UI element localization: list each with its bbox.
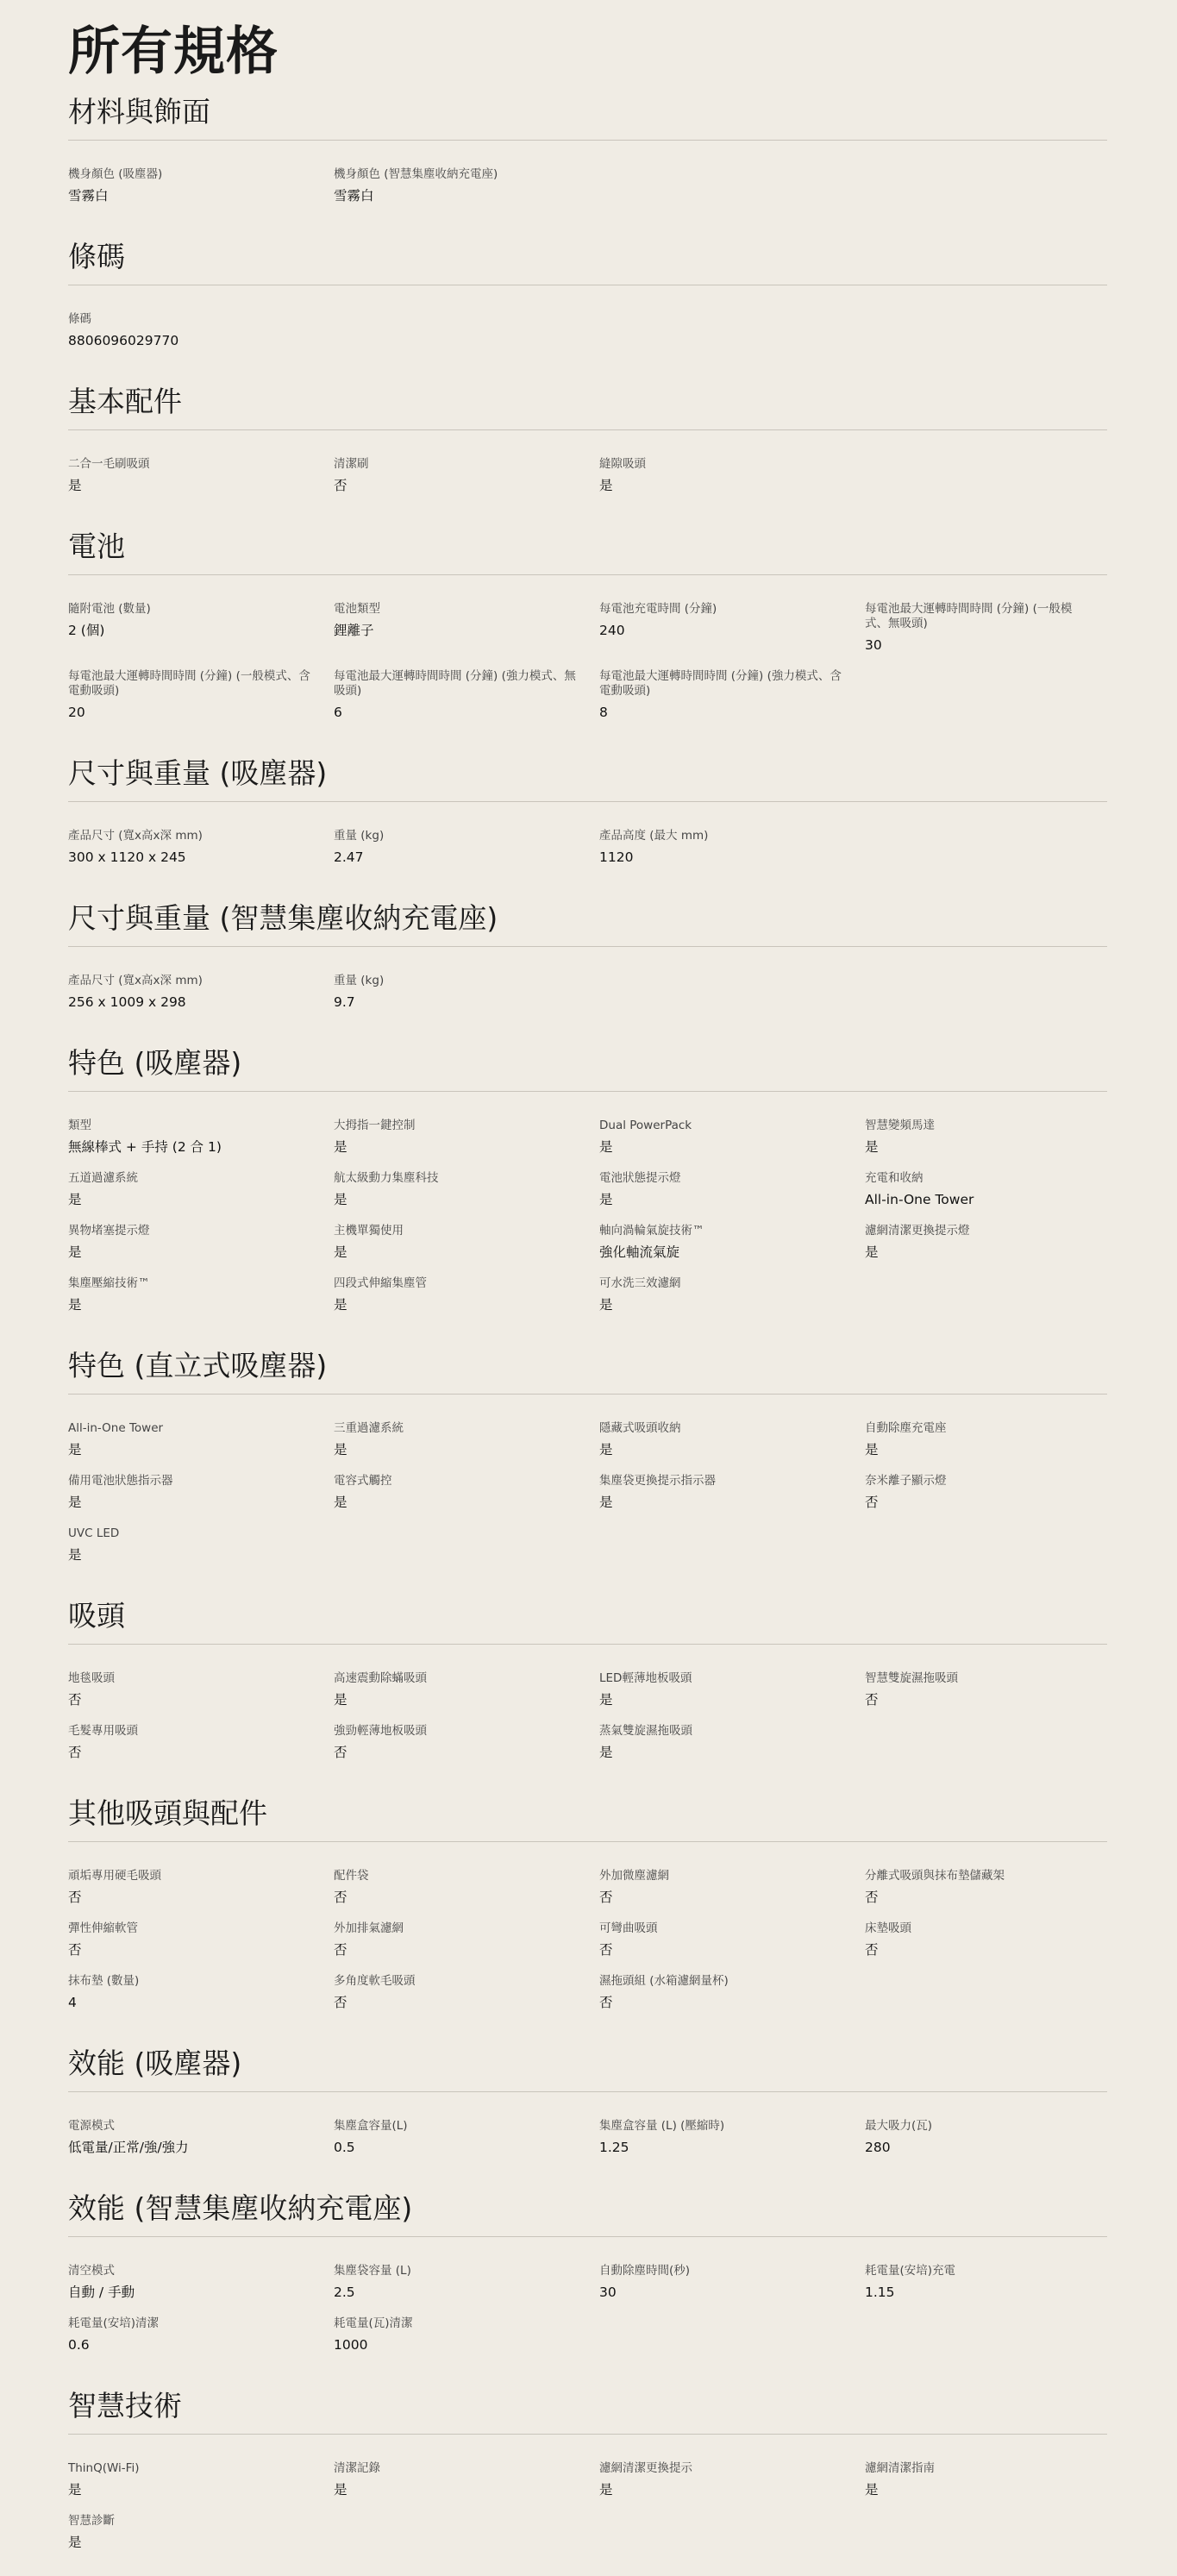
spec-label: 每電池充電時間 (分鐘): [599, 602, 717, 616]
spec-value: 是: [334, 1244, 347, 1260]
spec-item: [865, 1474, 1107, 1512]
spec-value: 是: [865, 1139, 879, 1155]
spec-grid: [68, 1842, 1107, 2036]
spec-label: 濾網清潔更換提示: [599, 2461, 692, 2475]
spec-value: 1.25: [599, 2140, 629, 2155]
spec-item: [599, 602, 865, 655]
spec-item: [865, 1171, 1107, 1209]
spec-label: 主機單獨使用: [334, 1224, 404, 1238]
spec-item: [68, 1921, 334, 1959]
spec-section: [68, 93, 1107, 229]
spec-label: 地毯吸頭: [68, 1671, 115, 1685]
spec-item: [334, 1276, 599, 1314]
spec-grid: [68, 947, 1107, 1036]
spec-item: [68, 1671, 334, 1709]
spec-value: 256 x 1009 x 298: [68, 994, 186, 1010]
spec-page: [68, 0, 1107, 2576]
spec-value: 是: [599, 1495, 613, 1510]
spec-value: 否: [865, 1942, 879, 1958]
spec-item: [599, 457, 865, 495]
spec-value: 否: [68, 1745, 82, 1760]
spec-item: [68, 602, 334, 655]
section-title: 電池: [68, 528, 1107, 575]
spec-value: 否: [334, 1942, 347, 1958]
spec-value: 是: [334, 2482, 347, 2498]
spec-item: [68, 974, 334, 1012]
spec-value: 9.7: [334, 994, 355, 1010]
spec-label: 每電池最大運轉時間時間 (分鐘) (一般模式、無吸頭): [865, 602, 1073, 630]
spec-item: [334, 1724, 599, 1762]
spec-item: [599, 1724, 865, 1762]
spec-label: All-in-One Tower: [68, 1421, 164, 1435]
spec-item: [68, 1474, 334, 1512]
spec-item: [68, 829, 334, 867]
spec-value: 8: [599, 705, 608, 720]
spec-label: 智慧變頻馬達: [865, 1119, 935, 1132]
spec-label: 集塵盒容量(L): [334, 2119, 408, 2133]
spec-label: 多角度軟毛吸頭: [334, 1974, 416, 1988]
section-title: 條碼: [68, 238, 1107, 285]
spec-section: [68, 1347, 1107, 1589]
spec-grid: [68, 575, 1107, 746]
spec-label: 產品尺寸 (寬x高x深 mm): [68, 829, 203, 843]
spec-item: [334, 2316, 599, 2354]
spec-value: 否: [68, 1942, 82, 1958]
spec-label: 機身顏色 (智慧集塵收納充電座): [334, 167, 498, 181]
spec-item: [334, 829, 599, 867]
section-title: 尺寸與重量 (智慧集塵收納充電座): [68, 899, 1107, 947]
spec-label: 高速震動除蟎吸頭: [334, 1671, 427, 1685]
spec-label: 分離式吸頭與抹布墊儲藏架: [865, 1869, 1005, 1883]
spec-label: 每電池最大運轉時間時間 (分鐘) (強力模式、含電動吸頭): [599, 669, 842, 698]
spec-item: [68, 1119, 334, 1156]
spec-label: 產品高度 (最大 mm): [599, 829, 709, 843]
section-title: 效能 (吸塵器): [68, 2045, 1107, 2092]
spec-value: 30: [599, 2285, 617, 2300]
spec-value: 是: [865, 2482, 879, 2498]
spec-label: 軸向渦輪氣旋技術™: [599, 1224, 704, 1238]
spec-value: 是: [599, 1442, 613, 1457]
spec-label: 充電和收納: [865, 1171, 923, 1185]
spec-item: [68, 669, 334, 722]
spec-sections: [68, 93, 1107, 2576]
spec-grid: [68, 1395, 1107, 1589]
section-title: 尺寸與重量 (吸塵器): [68, 755, 1107, 802]
spec-value: 是: [334, 1139, 347, 1155]
spec-label: 重量 (kg): [334, 974, 385, 987]
section-title: 基本配件: [68, 383, 1107, 430]
spec-item: [334, 1671, 599, 1709]
spec-value: 無線棒式 + 手持 (2 合 1): [68, 1139, 222, 1155]
spec-label: 隨附電池 (數量): [68, 602, 151, 616]
spec-item: [68, 457, 334, 495]
spec-label: 自動除塵充電座: [865, 1421, 947, 1435]
spec-value: All-in-One Tower: [865, 1192, 974, 1207]
spec-section: [68, 1795, 1107, 2036]
spec-grid: [68, 2092, 1107, 2181]
section-title: 吸頭: [68, 1597, 1107, 1645]
spec-label: 每電池最大運轉時間時間 (分鐘) (強力模式、無吸頭): [334, 669, 576, 698]
spec-item: [68, 2514, 334, 2552]
spec-label: 清潔刷: [334, 457, 369, 471]
spec-label: 集塵盒容量 (L) (壓縮時): [599, 2119, 725, 2133]
spec-label: 電源模式: [68, 2119, 115, 2133]
spec-item: [865, 1671, 1107, 1709]
spec-value: 是: [334, 1495, 347, 1510]
spec-item: [599, 1171, 865, 1209]
spec-item: [334, 1224, 599, 1262]
spec-label: 智慧診斷: [68, 2514, 115, 2528]
spec-value: 否: [68, 1692, 82, 1708]
spec-item: [599, 1224, 865, 1262]
spec-label: 每電池最大運轉時間時間 (分鐘) (一般模式、含電動吸頭): [68, 669, 310, 698]
spec-section: [68, 238, 1107, 374]
spec-label: 二合一毛刷吸頭: [68, 457, 150, 471]
spec-value: 1120: [599, 849, 634, 865]
spec-item: [599, 1119, 865, 1156]
spec-value: 鋰離子: [334, 623, 374, 638]
spec-label: 毛髮專用吸頭: [68, 1724, 138, 1738]
spec-item: [68, 1724, 334, 1762]
spec-label: 濾網清潔指南: [865, 2461, 935, 2475]
spec-value: 是: [68, 1547, 82, 1563]
spec-item: [599, 2119, 865, 2157]
spec-label: 集塵壓縮技術™: [68, 1276, 150, 1290]
spec-value: 是: [599, 1139, 613, 1155]
spec-label: 條碼: [68, 312, 91, 326]
spec-label: 電池類型: [334, 602, 380, 616]
spec-value: 強化軸流氣旋: [599, 1244, 680, 1260]
spec-item: [334, 974, 599, 1012]
spec-label: 濕拖頭組 (水箱濾網量杯): [599, 1974, 729, 1988]
spec-item: [334, 2461, 599, 2499]
spec-item: [334, 1421, 599, 1459]
spec-item: [865, 2461, 1107, 2499]
spec-label: 電容式觸控: [334, 1474, 392, 1488]
spec-item: [599, 1974, 865, 2012]
spec-value: 是: [334, 1192, 347, 1207]
spec-label: 最大吸力(瓦): [865, 2119, 933, 2133]
spec-value: 是: [865, 1244, 879, 1260]
spec-item: [599, 1671, 865, 1709]
spec-value: 否: [865, 1495, 879, 1510]
spec-value: 否: [334, 1890, 347, 1905]
spec-value: 是: [599, 478, 613, 493]
spec-item: [68, 2316, 334, 2354]
spec-value: 是: [68, 2482, 82, 2498]
spec-label: 縫隙吸頭: [599, 457, 646, 471]
spec-section: [68, 1597, 1107, 1786]
section-title: 智慧技術: [68, 2387, 1107, 2435]
spec-item: [865, 1119, 1107, 1156]
spec-item: [68, 1276, 334, 1314]
spec-item: [865, 602, 1107, 655]
section-title: 效能 (智慧集塵收納充電座): [68, 2190, 1107, 2237]
spec-label: 濾網清潔更換提示燈: [865, 1224, 970, 1238]
spec-label: 備用電池狀態指示器: [68, 1474, 173, 1488]
spec-item: [599, 1474, 865, 1512]
spec-label: 三重過濾系統: [334, 1421, 404, 1435]
spec-item: [334, 1119, 599, 1156]
spec-item: [334, 1171, 599, 1209]
spec-item: [599, 1869, 865, 1907]
spec-grid: [68, 285, 1107, 374]
spec-value: 否: [865, 1692, 879, 1708]
spec-grid: [68, 430, 1107, 519]
spec-value: 是: [68, 1244, 82, 1260]
section-title: 特色 (直立式吸塵器): [68, 1347, 1107, 1395]
spec-item: [865, 2119, 1107, 2157]
spec-item: [865, 1869, 1107, 1907]
spec-label: LED輕薄地板吸頭: [599, 1671, 692, 1685]
spec-value: 30: [865, 637, 882, 653]
spec-label: 智慧雙旋濕拖吸頭: [865, 1671, 958, 1685]
spec-item: [334, 1921, 599, 1959]
spec-item: [334, 1974, 599, 2012]
spec-item: [68, 312, 334, 350]
spec-label: 耗電量(安培)清潔: [68, 2316, 160, 2330]
spec-value: 6: [334, 705, 342, 720]
spec-value: 是: [599, 1297, 613, 1313]
spec-value: 雪霧白: [334, 188, 374, 204]
spec-item: [334, 457, 599, 495]
spec-item: [599, 829, 865, 867]
spec-value: 是: [334, 1692, 347, 1708]
spec-label: 可彎曲吸頭: [599, 1921, 658, 1935]
spec-section: [68, 528, 1107, 746]
spec-label: 耗電量(安培)充電: [865, 2264, 956, 2278]
spec-label: 航太級動力集塵科技: [334, 1171, 439, 1185]
spec-value: 0.6: [68, 2337, 90, 2353]
spec-value: 是: [599, 1745, 613, 1760]
spec-item: [334, 1474, 599, 1512]
spec-value: 是: [334, 1442, 347, 1457]
spec-label: 外加排氣濾網: [334, 1921, 404, 1935]
spec-item: [68, 2461, 334, 2499]
spec-item: [68, 2119, 334, 2157]
spec-label: ThinQ(Wi-Fi): [68, 2461, 140, 2475]
spec-value: 2.47: [334, 849, 364, 865]
spec-value: 2.5: [334, 2285, 355, 2300]
spec-value: 300 x 1120 x 245: [68, 849, 186, 865]
spec-item: [68, 1974, 334, 2012]
section-title: 特色 (吸塵器): [68, 1044, 1107, 1092]
spec-item: [334, 2264, 599, 2302]
spec-value: 是: [68, 1442, 82, 1457]
spec-item: [334, 1869, 599, 1907]
spec-label: 重量 (kg): [334, 829, 385, 843]
spec-value: 是: [68, 1495, 82, 1510]
spec-value: 8806096029770: [68, 333, 179, 348]
spec-item: [599, 1421, 865, 1459]
spec-value: 1.15: [865, 2285, 895, 2300]
spec-item: [68, 1171, 334, 1209]
spec-label: 四段式伸縮集塵管: [334, 1276, 427, 1290]
spec-label: 抹布墊 (數量): [68, 1974, 140, 1988]
spec-value: 是: [599, 1692, 613, 1708]
spec-item: [865, 1921, 1107, 1959]
spec-label: 奈米離子顯示燈: [865, 1474, 947, 1488]
spec-item: [599, 2264, 865, 2302]
spec-item: [865, 1224, 1107, 1262]
spec-item: [68, 167, 334, 205]
spec-label: 電池狀態提示燈: [599, 1171, 681, 1185]
spec-value: 是: [599, 2482, 613, 2498]
spec-section: [68, 2190, 1107, 2379]
spec-label: 強勁輕薄地板吸頭: [334, 1724, 427, 1738]
section-title: 材料與飾面: [68, 93, 1107, 141]
spec-value: 否: [865, 1890, 879, 1905]
spec-value: 0.5: [334, 2140, 355, 2155]
spec-item: [334, 602, 599, 655]
spec-section: [68, 1044, 1107, 1338]
spec-grid: [68, 1092, 1107, 1338]
spec-label: 集塵袋容量 (L): [334, 2264, 411, 2278]
spec-label: 類型: [68, 1119, 91, 1132]
spec-value: 是: [334, 1297, 347, 1313]
spec-label: 五道過濾系統: [68, 1171, 138, 1185]
spec-value: 是: [68, 2535, 82, 2550]
spec-section: [68, 2045, 1107, 2181]
spec-section: [68, 2387, 1107, 2576]
spec-label: 異物堵塞提示燈: [68, 1224, 150, 1238]
spec-value: 是: [68, 1192, 82, 1207]
spec-label: 集塵袋更換提示指示器: [599, 1474, 716, 1488]
spec-item: [599, 2461, 865, 2499]
spec-section: [68, 899, 1107, 1036]
spec-item: [68, 1869, 334, 1907]
spec-label: 耗電量(瓦)清潔: [334, 2316, 413, 2330]
spec-value: 20: [68, 705, 85, 720]
spec-label: Dual PowerPack: [599, 1119, 692, 1132]
spec-value: 4: [68, 1995, 77, 2010]
spec-value: 280: [865, 2140, 891, 2155]
spec-value: 2 (個): [68, 623, 105, 638]
spec-value: 低電量/正常/強/強力: [68, 2140, 189, 2155]
spec-value: 自動 / 手動: [68, 2285, 135, 2300]
spec-item: [334, 2119, 599, 2157]
spec-grid: [68, 141, 1107, 229]
spec-label: 頑垢專用硬毛吸頭: [68, 1869, 161, 1883]
spec-item: [68, 1224, 334, 1262]
spec-label: 機身顏色 (吸塵器): [68, 167, 163, 181]
spec-item: [599, 1276, 865, 1314]
spec-value: 否: [599, 1995, 613, 2010]
spec-item: [334, 167, 599, 205]
spec-value: 是: [68, 478, 82, 493]
spec-label: 自動除塵時間(秒): [599, 2264, 691, 2278]
spec-grid: [68, 1645, 1107, 1786]
page-title: 所有規格: [68, 22, 279, 82]
spec-value: 240: [599, 623, 625, 638]
spec-item: [68, 1526, 334, 1564]
section-title: 其他吸頭與配件: [68, 1795, 1107, 1842]
spec-label: 床墊吸頭: [865, 1921, 911, 1935]
spec-section: [68, 383, 1107, 519]
spec-value: 雪霧白: [68, 188, 109, 204]
spec-item: [599, 669, 865, 722]
spec-item: [865, 1421, 1107, 1459]
spec-label: 配件袋: [334, 1869, 369, 1883]
spec-value: 否: [334, 1745, 347, 1760]
spec-label: 清潔記錄: [334, 2461, 380, 2475]
spec-label: 產品尺寸 (寬x高x深 mm): [68, 974, 203, 987]
spec-grid: [68, 2435, 1107, 2576]
spec-label: 可水洗三效濾網: [599, 1276, 681, 1290]
spec-item: [865, 2264, 1107, 2302]
spec-section: [68, 755, 1107, 891]
spec-grid: [68, 2237, 1107, 2379]
spec-grid: [68, 802, 1107, 891]
spec-label: 隱藏式吸頭收納: [599, 1421, 681, 1435]
spec-label: 清空模式: [68, 2264, 115, 2278]
spec-value: 是: [599, 1192, 613, 1207]
spec-label: 彈性伸縮軟管: [68, 1921, 138, 1935]
spec-item: [599, 1921, 865, 1959]
spec-value: 否: [334, 478, 347, 493]
spec-item: [68, 2264, 334, 2302]
spec-label: 外加微塵濾網: [599, 1869, 669, 1883]
spec-label: 蒸氣雙旋濕拖吸頭: [599, 1724, 692, 1738]
spec-item: [68, 1421, 334, 1459]
spec-value: 否: [68, 1890, 82, 1905]
spec-label: 大拇指一鍵控制: [334, 1119, 416, 1132]
spec-label: UVC LED: [68, 1526, 120, 1540]
spec-value: 是: [865, 1442, 879, 1457]
spec-value: 是: [68, 1297, 82, 1313]
spec-value: 否: [599, 1890, 613, 1905]
spec-item: [334, 669, 599, 722]
spec-value: 否: [599, 1942, 613, 1958]
spec-value: 1000: [334, 2337, 368, 2353]
spec-value: 否: [334, 1995, 347, 2010]
